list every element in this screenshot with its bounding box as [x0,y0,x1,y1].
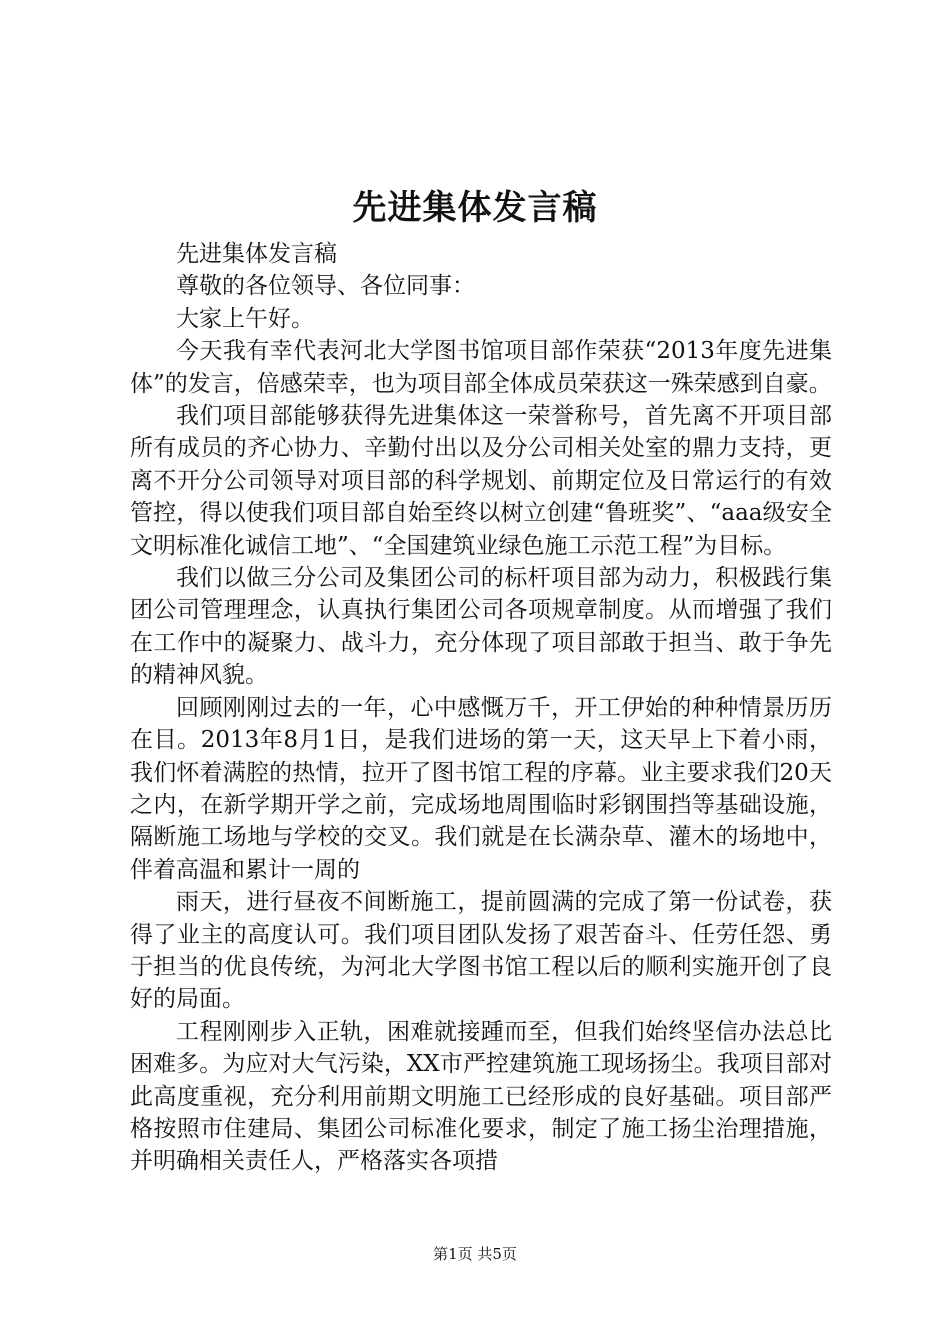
paragraph-honor: 我们项目部能够获得先进集体这一荣誉称号，首先离不开项目部所有成员的齐心协力、辛勤付出以及分公司相关处室的鼎力支持，更离不开分公司领导对项目部的科学规划、前期定位及日常运行的有效管控，得以使我们项目部自始至终以树立创建“鲁班奖”、“aaa级安全文明标准化诚信工地”、“全国建筑业绿色施工示范工程”为目标。 [130,403,832,559]
paragraph-dust-control: 工程刚刚步入正轨，困难就接踵而至，但我们始终坚信办法总比困难多。为应对大气污染，XX市严控建筑施工现场扬尘。我项目部对此高度重视，充分利用前期文明施工已经形成的良好基础。项目部严格按照市住建局、集团公司标准化要求，制定了施工扬尘治理措施，并明确相关责任人，严格落实各项措 [130,1018,832,1175]
paragraph-salutation: 尊敬的各位领导、各位同事： [176,273,475,300]
paragraph-intro: 今天我有幸代表河北大学图书馆项目部作荣获“2013年度先进集体”的发言，倍感荣幸，也为项目部全体成员荣获这一殊荣感到自豪。 [130,338,832,397]
document-title: 先进集体发言稿 [352,188,598,228]
paragraph-rain-days: 雨天，进行昼夜不间断施工，提前圆满的完成了第一份试卷，获得了业主的高度认可。我们项目团队发扬了艰苦奋斗、任劳任怨、勇于担当的优良传统，为河北大学图书馆工程以后的顺利实施开创了良好的局面。 [130,889,832,1013]
paragraph-heading-repeat: 先进集体发言稿 [176,241,337,267]
paragraph-greeting: 大家上午好。 [176,305,314,332]
document-body [130,238,832,1178]
paragraph-review: 回顾刚刚过去的一年，心中感慨万千，开工伊始的种种情景历历在目。2013年8月1日，是我们进场的第一天，这天早上下着小雨，我们怀着满腔的热情，拉开了图书馆工程的序幕。业主要求我们20天之内，在新学期开学之前，完成场地周围临时彩钢围挡等基础设施，隔断施工场地与学校的交叉。我们就是在长满杂草、灌木的场地中，伴着高温和累计一周的 [130,694,832,883]
paragraph-benchmark: 我们以做三分公司及集团公司的标杆项目部为动力，积极践行集团公司管理理念，认真执行集团公司各项规章制度。从而增强了我们在工作中的凝聚力、战斗力，充分体现了项目部敢于担当、敢于争先的精神风貌。 [130,565,832,689]
page-footer: 第1页 共5页 [433,1245,517,1263]
